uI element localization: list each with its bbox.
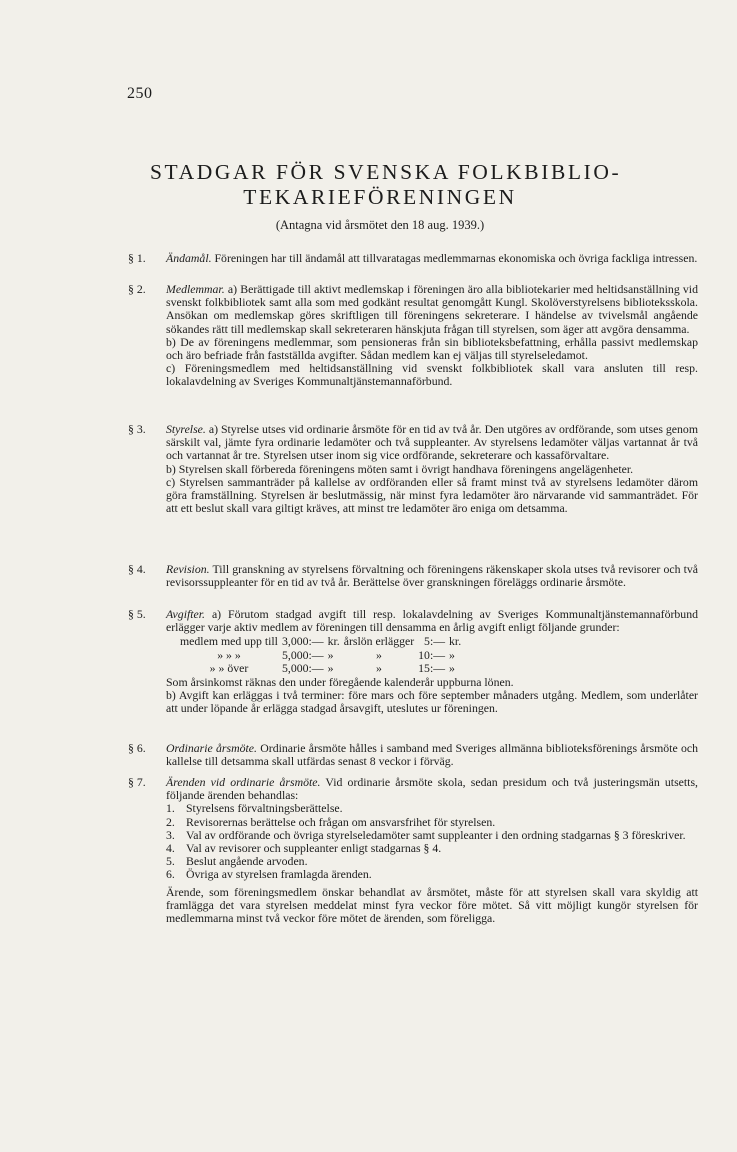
fee-cell: kr. xyxy=(327,634,340,649)
section-5 xyxy=(128,608,698,716)
title-line-1: STADGAR FÖR SVENSKA FOLKBIBLIO- xyxy=(150,160,622,184)
list-number: 6. xyxy=(166,867,175,882)
section-paragraph: Ärende, som föreningsmedlem önskar behandlat av årsmötet, måste för att styrelsen skall vara skyldig att framlägga det vara styrelsen meddelat minst fyra veckor före mötet. Så vitt möjligt kungör styrelsen för medlemmarna minst två veckor före mötet de ärenden, som föreligga. xyxy=(166,884,698,926)
fee-cell: » xyxy=(449,647,455,662)
section-4 xyxy=(128,563,698,589)
fee-cell: 5:— xyxy=(424,634,446,649)
paragraph-text: Vid ordinarie årsmöte skola, sedan presidum och två justeringsmän utsetts, följande ärenden behandlas: xyxy=(166,775,698,803)
section-paragraph xyxy=(166,283,698,336)
fee-cell: kr. xyxy=(449,634,462,649)
list-number: 4. xyxy=(166,841,175,856)
section-body xyxy=(166,423,698,515)
fee-cell: 10:— xyxy=(418,647,446,662)
section-paragraph xyxy=(166,776,698,802)
section-2 xyxy=(128,283,698,389)
document-subtitle: (Antagna vid årsmötet den 18 aug. 1939.) xyxy=(275,218,485,232)
list-text: Revisorernas berättelse och frågan om ansvarsfrihet för styrelsen. xyxy=(186,814,496,829)
section-7 xyxy=(128,776,698,925)
section-paragraph xyxy=(166,742,698,768)
section-heading: Ordinarie årsmöte. xyxy=(166,741,257,755)
list-number: 5. xyxy=(166,854,175,869)
section-paragraph: Som årsinkomst räknas den under föregående kalenderår uppburna lönen. xyxy=(166,675,514,690)
fee-row xyxy=(180,649,465,662)
agenda-list xyxy=(166,802,698,881)
section-3 xyxy=(128,423,698,515)
paragraph-text: Föreningen har till ändamål att tillvaratagas medlemmarnas ekonomiska och övriga fackliga intressen. xyxy=(211,251,698,265)
section-number: § 6. xyxy=(128,741,146,755)
section-6 xyxy=(128,742,698,768)
section-body xyxy=(166,563,698,589)
section-paragraph xyxy=(166,252,698,265)
fee-cell: » xyxy=(449,660,455,675)
section-paragraph: b) Styrelsen skall förbereda föreningens möten samt i övrigt handhava föreningens angelägenheter. xyxy=(166,461,634,476)
section-heading: Styrelse. xyxy=(166,422,206,436)
paragraph-text: a) Förutom stadgad avgift till resp. lokalavdelning av Sveriges Kommunaltjänstemannaförbund erlägger varje aktiv medlem av föreningen till densamma en årlig avgift enligt följande grunder: xyxy=(166,607,698,635)
paragraph-text: a) Styrelse utses vid ordinarie årsmöte för en tid av två år. Den utgöres av ordförande, som utses genom särskilt val, jämte fyra ordinarie ledamöter och två suppleanter. Av styrelsens ledamöter väljas vartannat år två och vartannat år tre. Styrelsen utser inom sig vice ordförande, sekreterare och kassaförvaltare. xyxy=(166,422,698,463)
fee-table xyxy=(180,635,465,675)
section-paragraph xyxy=(166,608,698,634)
section-number: § 2. xyxy=(128,282,146,296)
fee-cell: 15:— xyxy=(418,660,446,675)
fee-cell: » » över xyxy=(209,660,249,675)
section-paragraph xyxy=(166,563,698,589)
list-number: 2. xyxy=(166,814,175,829)
section-paragraph: c) Föreningsmedlem med heltidsanställning vid svenskt folkbibliotek skall vara ansluten till resp. lokalavdelning av Sveriges Kommunaltjänstemannaförbund. xyxy=(166,361,698,389)
page-number: 250 xyxy=(127,85,153,102)
list-item xyxy=(166,868,698,881)
section-body xyxy=(166,283,698,389)
list-text: Övriga av styrelsen framlagda ärenden. xyxy=(186,867,372,882)
list-text: Val av revisorer och suppleanter enligt stadgarnas § 4. xyxy=(186,841,442,856)
section-number: § 7. xyxy=(128,775,146,789)
section-heading: Avgifter. xyxy=(166,607,205,621)
section-number: § 4. xyxy=(128,562,146,576)
list-text: Styrelsens förvaltningsberättelse. xyxy=(186,801,343,816)
section-number: § 5. xyxy=(128,607,146,621)
document-title xyxy=(150,160,622,210)
list-text: Beslut angående arvoden. xyxy=(186,854,308,869)
fee-cell: » xyxy=(327,647,334,662)
paragraph-text: Till granskning av styrelsens förvaltning och föreningens räkenskaper skola utses två revisorer och två revisorssuppleanter för en tid av två år. Berättelse över granskningen föreläggs ordinarie årsmöte. xyxy=(166,562,698,590)
section-paragraph xyxy=(166,423,698,463)
paragraph-text: a) Berättigade till aktivt medlemskap i föreningen äro alla bibliotekarier med heltidsanställning vid svenskt folkbibliotek samt alla som med godkänt resultat genomgått Kungl. Skolöverstyrelsens biblioteksskola. Ansökan om medlemskap göres skriftligen till föreningens sekreterare. I händelse av tvivelsmål angående sökandes rätt till medlemskap skall sekreteraren hänskjuta frågan till styrelsen, som äger att avgöra densamma. xyxy=(166,282,698,336)
fee-cell: medlem med upp till xyxy=(180,634,278,649)
fee-row xyxy=(180,662,465,675)
section-paragraph: b) De av föreningens medlemmar, som pensioneras från sin biblioteksbefattning, erhålla passivt medlemskap och äro befriade från fastställda avgifter. Sådan medlem kan ej väljas till styrelseledamot. xyxy=(166,334,698,363)
fee-cell: » xyxy=(327,660,334,675)
title-line-2: TEKARIEFÖRENINGEN xyxy=(243,185,517,209)
fee-cell: årslön erlägger xyxy=(343,634,415,649)
section-heading: Medlemmar. xyxy=(166,282,225,296)
list-text: Val av ordförande och övriga styrelseledamöter samt suppleanter i den ordning stadgarnas § 3 föreskriver. xyxy=(186,827,686,842)
section-number: § 3. xyxy=(128,422,146,436)
list-number: 1. xyxy=(166,801,175,816)
section-heading: Ärenden vid ordinarie årsmöte. xyxy=(166,775,321,789)
section-paragraph: c) Styrelsen sammanträder på kallelse av ordföranden eller så framt minst två av styrelsens ledamöter därom göra framställning. Styrelsen är beslutmässig, när minst fyra ledamöter äro närvarande vid sammanträdet. För att ett beslut skall vara giltigt kräves, att minst tre ledamöter äro eniga om detsamma. xyxy=(166,474,698,516)
section-body xyxy=(166,608,698,716)
fee-cell: » xyxy=(375,660,382,675)
section-body xyxy=(166,776,698,925)
fee-cell: 3,000:— xyxy=(281,634,324,649)
section-heading: Ändamål. xyxy=(166,251,212,265)
fee-cell: 5,000:— xyxy=(281,660,324,675)
section-body xyxy=(166,742,698,768)
fee-row xyxy=(180,635,465,648)
section-1 xyxy=(128,252,698,265)
list-number: 3. xyxy=(166,827,175,842)
fee-cell: 5,000:— xyxy=(281,647,324,662)
section-paragraph: b) Avgift kan erläggas i två terminer: före mars och före september månaders utgång. Medlem, som underlåter att under löpande år erlägga stadgad årsavgift, uteslutes ur föreningen. xyxy=(166,688,698,716)
paragraph-text: Ordinarie årsmöte hålles i samband med Sveriges allmänna biblioteksförenings årsmöte och kallelse till detsamma skall utfärdas senast 8 veckor i förväg. xyxy=(166,741,698,769)
fee-cell: » » » xyxy=(217,647,241,662)
section-heading: Revision. xyxy=(166,562,210,576)
section-number: § 1. xyxy=(128,251,146,265)
section-body xyxy=(166,252,698,265)
fee-cell: » xyxy=(375,647,382,662)
